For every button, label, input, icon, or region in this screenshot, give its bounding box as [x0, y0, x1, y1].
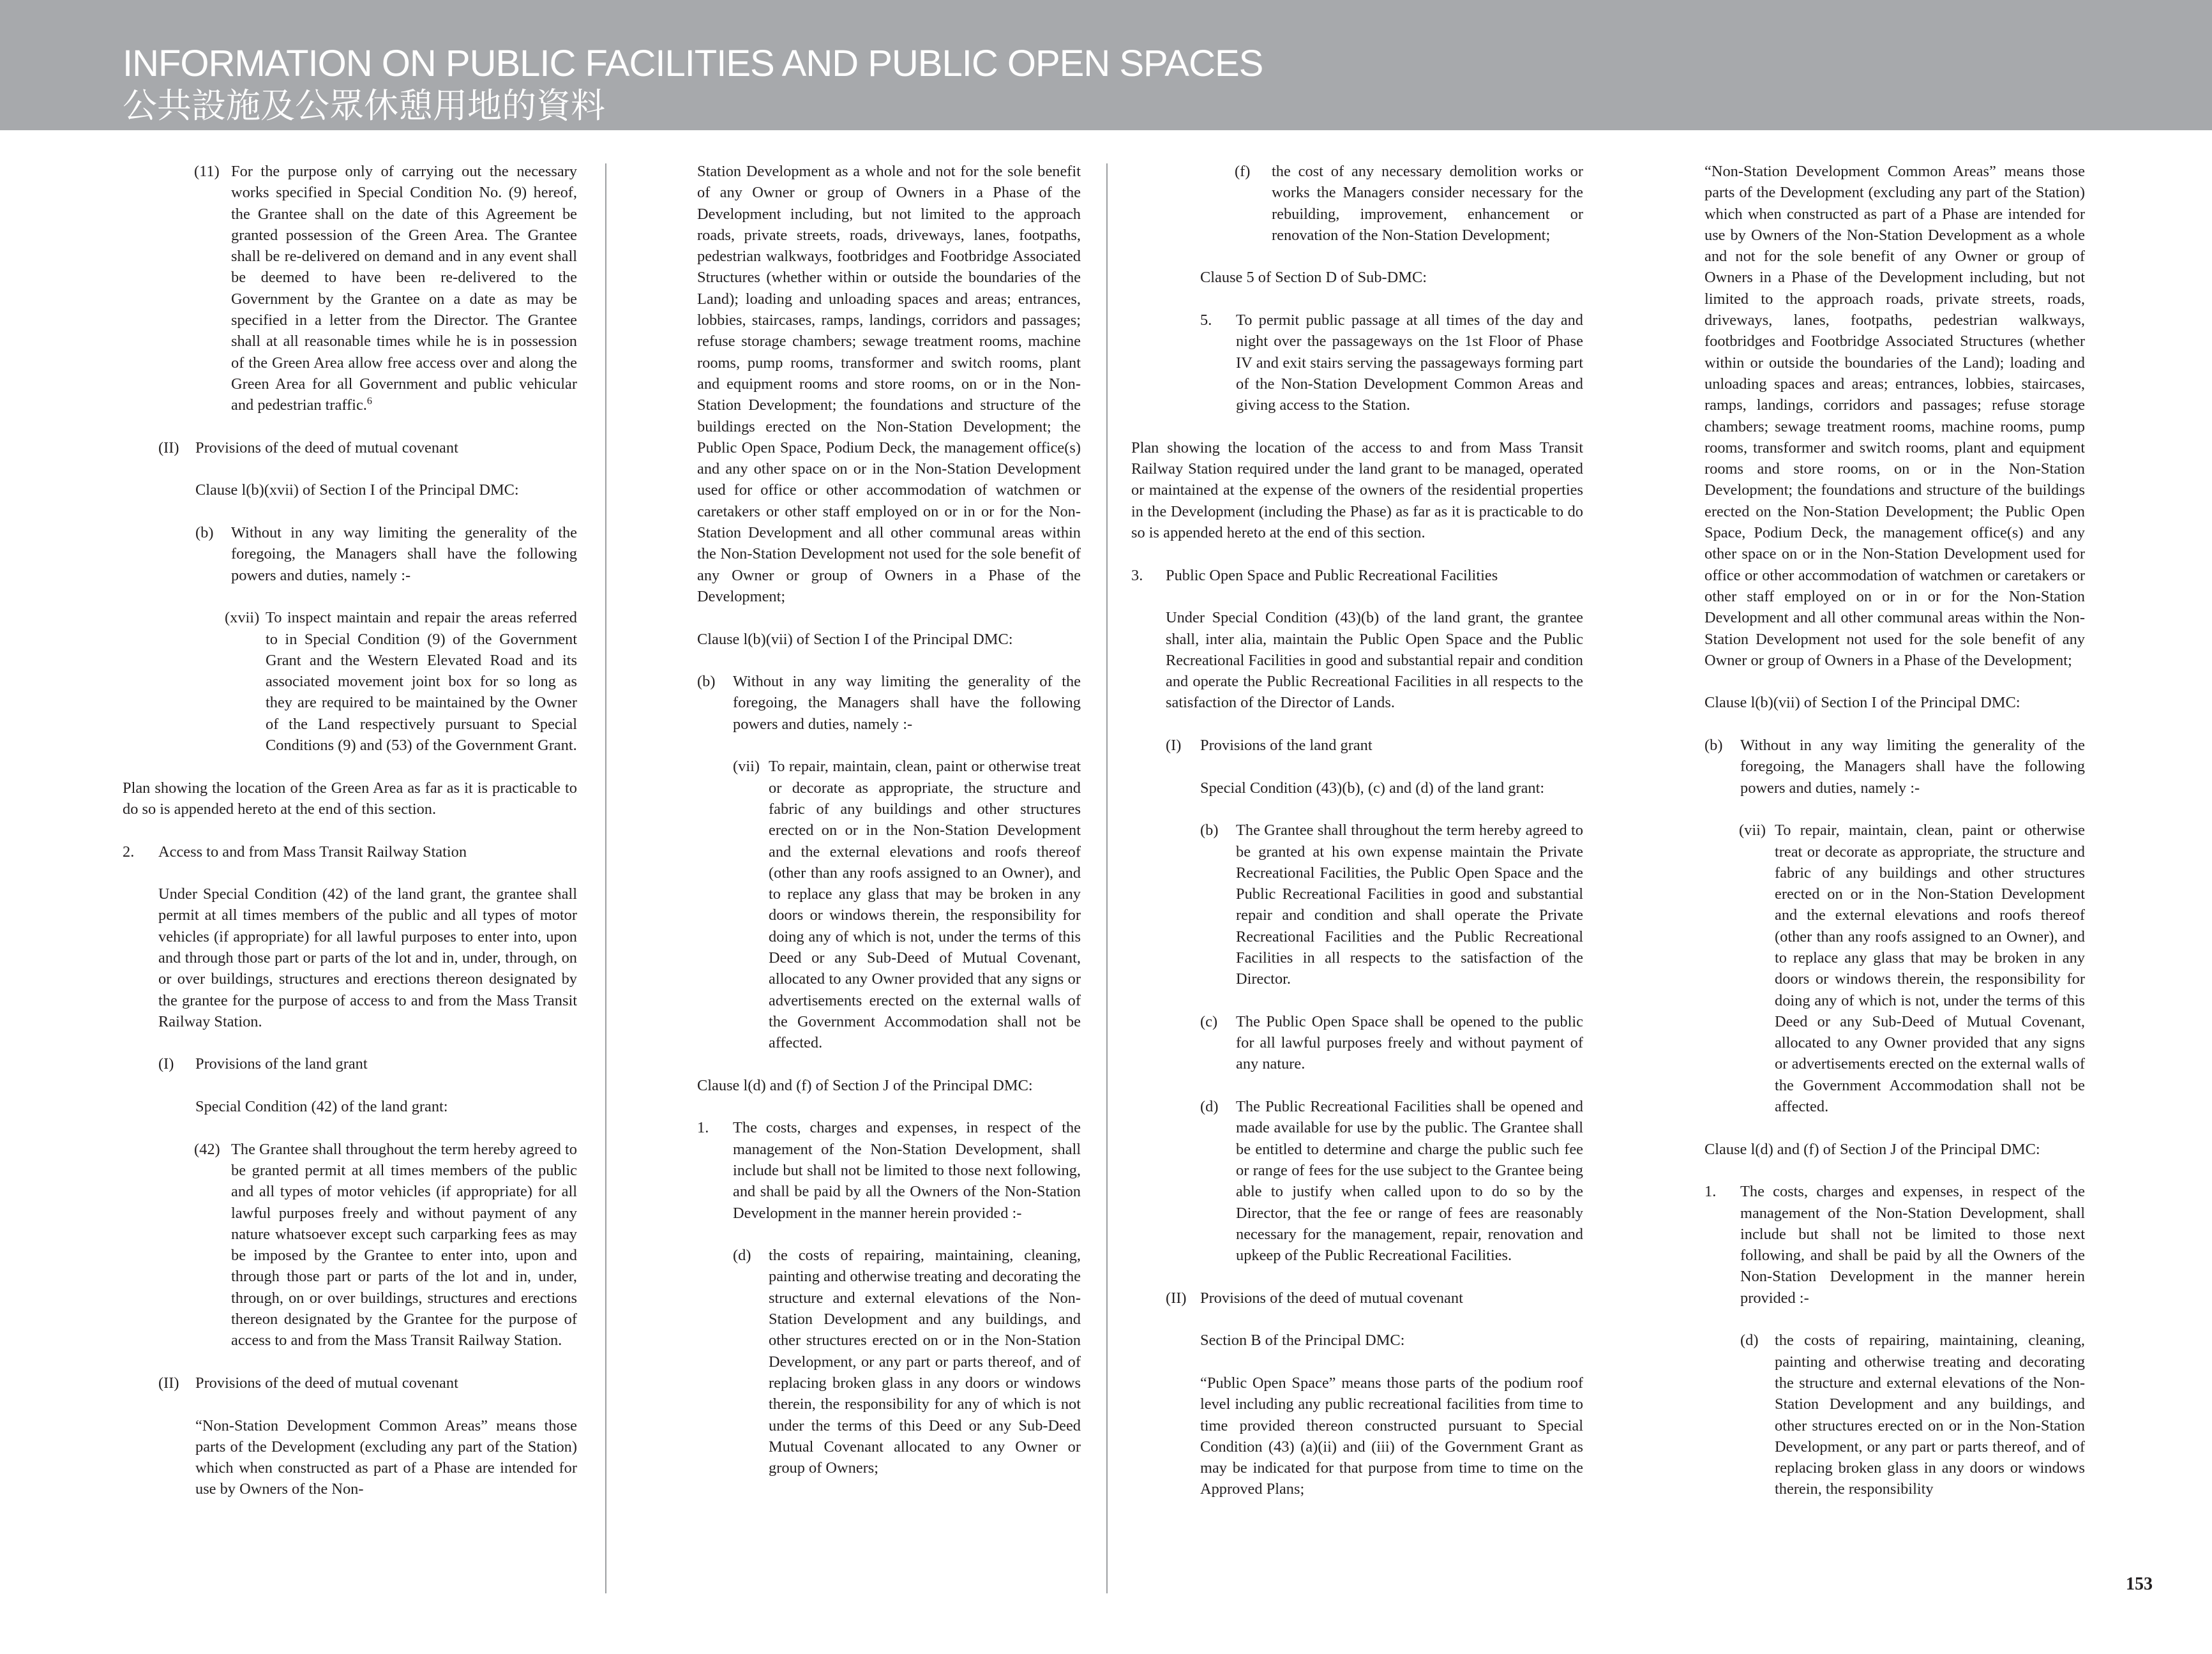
plan-note: Plan showing the location of the access to and from Mass Transit Railway Station required under the land grant to be managed, operated or maintained at the expense of the owners of the residential properties in the Development (including the Phase) as far as it is practicable to do so is appended hereto at the end of this section.	[1131, 439, 1583, 542]
page-title-en: INFORMATION ON PUBLIC FACILITIES AND PUBLIC OPEN SPACES	[123, 43, 1263, 84]
condition-d-text: The Public Recreational Facilities shall be opened and made available for use by the public. The Grantee shall be entitled to determine and charge the public such fee or range of fees for the use subject to the Grantee being able to justify when called upon to do so by the Director, that the fee or range of fees are reasonably necessary for the management, repair, renovation and upkeep of the Public Recreational Facilities.	[1236, 1098, 1583, 1265]
condition-d	[1131, 1096, 1583, 1266]
item-label: (d)	[733, 1247, 751, 1265]
section-3-heading	[1131, 565, 1583, 586]
item-f-text: the cost of any necessary demolition works or works the Managers consider necessary for the rebuilding, improvement, enhancement or renovation of the Non-Station Development;	[1272, 163, 1583, 244]
section-2-body: Under Special Condition (42) of the land grant, the grantee shall permit at all times members of the public and all types of motor vehicles (if appropriate) for all lawful purposes to enter into, upon and through those part or parts of the lot and in, under, through, on or over buildings, structures and erections thereon designated by the grantee for the purpose of access to and from the Mass Transit Railway Station.	[158, 885, 577, 1030]
item-label: (11)	[194, 163, 220, 180]
item-1	[1704, 1181, 2085, 1309]
item-label: (d)	[1200, 1098, 1219, 1116]
item-d-text: the costs of repairing, maintaining, cleaning, painting and otherwise treating and decorating the structure and external elevations of the Non-Station Development and any buildings, and other structures erected on or in the Non-Station Development, or any part or parts thereof, and of replacing broken glass in any doors or windows therein, the responsibility	[1775, 1332, 2085, 1498]
heading-text: Provisions of the land grant	[195, 1055, 368, 1073]
subsection-heading	[123, 1053, 577, 1074]
item-label: (II)	[158, 439, 179, 456]
section-title: Public Open Space and Public Recreational Facilities	[1166, 566, 1498, 584]
item-label: (xvii)	[225, 609, 260, 627]
condition-b	[1131, 820, 1583, 989]
section-2-heading	[123, 841, 577, 862]
clause-b	[697, 671, 1081, 735]
item-label: (vii)	[733, 758, 760, 776]
column-3	[1131, 161, 1583, 1500]
condition-b-text: The Grantee shall throughout the term hereby agreed to be granted at his own expense maintain the Private Recreational Facilities, the Public Open Space and the Public Recreational Facilities in good and substantial repair and condition and shall operate the Private Recreational Facilities and the Public Recreational Facilities in all respects to the satisfaction of the Director.	[1236, 822, 1583, 988]
definition-text: “Non-Station Development Common Areas” means those parts of the Development (excluding any part of the Station) which when constructed as part of a Phase are intended for use by Owners of the Non-	[195, 1417, 577, 1498]
column-divider	[605, 163, 606, 1593]
item-d	[1704, 1330, 2085, 1500]
column-1	[123, 161, 577, 1500]
item-label: (II)	[1166, 1289, 1187, 1307]
column-divider	[1106, 163, 1108, 1593]
subsection-heading	[123, 1372, 577, 1394]
item-label: (I)	[158, 1055, 174, 1073]
condition-c	[1131, 1011, 1583, 1075]
clause-b	[1704, 735, 2085, 799]
clause-xvii	[123, 607, 577, 756]
clause-ref: Clause l(b)(xvii) of Section I of the Principal DMC:	[195, 481, 519, 499]
plan-note: Plan showing the location of the Green Area as far as it is practicable to do so is appended hereto at the end of this section.	[123, 779, 577, 818]
page-title-zh: 公共設施及公眾休憩用地的資料	[123, 86, 605, 126]
footnote-marker: 6	[366, 396, 372, 407]
clause-ref: Section B of the Principal DMC:	[1200, 1332, 1405, 1350]
section-heading	[123, 437, 577, 458]
clause-b-text: Without in any way limiting the generality of the foregoing, the Managers shall have the following powers and duties, namely :-	[1740, 737, 2085, 797]
clause-ref: Special Condition (42) of the land grant:	[195, 1098, 448, 1116]
clause-ref: Clause 5 of Section D of Sub-DMC:	[1200, 269, 1427, 287]
section-number: 2.	[123, 843, 135, 861]
clause-ref: Clause l(d) and (f) of Section J of the Principal DMC:	[1704, 1140, 2040, 1158]
definition-text: “Public Open Space” means those parts of the podium roof level including any public recreational facilities from time to time provided thereon constructed pursuant to Special Condition (43) (a)(ii) and (iii) of the Government Grant as may be indicated for that purpose from time to time on the Approved Plans;	[1200, 1374, 1583, 1498]
page-number: 153	[2126, 1574, 2153, 1594]
item-1	[697, 1117, 1081, 1223]
section-number: 3.	[1131, 566, 1143, 584]
item-label: 1.	[697, 1119, 709, 1137]
column-2	[697, 161, 1081, 1478]
item-label: (d)	[1740, 1332, 1759, 1350]
item-label: 5.	[1200, 312, 1212, 329]
clause-b-text: Without in any way limiting the generality of the foregoing, the Managers shall have the following powers and duties, namely :-	[231, 524, 577, 584]
section-title: Access to and from Mass Transit Railway Station	[158, 843, 467, 861]
clause-ref: Clause l(d) and (f) of Section J of the Principal DMC:	[697, 1076, 1033, 1094]
condition-11	[123, 161, 577, 416]
item-label: (b)	[697, 673, 716, 691]
column-4	[1704, 161, 2085, 1500]
clause-b	[123, 522, 577, 586]
clause-xvii-text: To inspect maintain and repair the areas referred to in Special Condition (9) of the Government Grant and the Western Elevated Road and its associated movement joint box for so long as they are required to be maintained by the Owner of the Land respectively pursuant to Special Conditions (9) and (53) of the Government Grant.	[266, 609, 577, 755]
clause-vii-text: To repair, maintain, clean, paint or otherwise treat or decorate as appropriate, the structure and fabric of any buildings and other structures erected on or in the Non-Station Development and the external elevations and roofs thereof (other than any roofs assigned to an Owner), and to replace any glass that may be broken in any doors or windows therein, the responsibility for doing any of which is not, under the terms of this Deed or any Sub-Deed of Mutual Covenant, allocated to any Owner provided that any signs or advertisements erected on the external walls of the Government Accommodation shall not be affected.	[769, 758, 1081, 1052]
item-label: (42)	[194, 1140, 220, 1158]
condition-42	[123, 1139, 577, 1351]
definition-continued: Station Development as a whole and not for the sole benefit of any Owner or group of Owners in a Phase of the Development including, but not limited to the approach roads, private streets, roads, driveways, lanes, footpaths, pedestrian walkways, footbridges and Footbridge Associated Structures (whether within or outside the boundaries of the Land); loading and unloading spaces and areas; entrances, lobbies, staircases, ramps, landings, corridors and passages; refuse storage chambers; sewage treatment rooms, machine rooms, pump rooms, transformer and switch rooms, plant and equipment rooms and store rooms, on or in the Non-Station Development; the foundations and structure of the buildings erected on the Non-Station Development; the Public Open Space, Podium Deck, the management office(s) and any other space on or in the Non-Station Development used for office or other accommodation of watchmen or caretakers or other staff employed on or in or for the Non-Station Development and all other communal areas within the Non-Station Development not used for the sole benefit of any Owner or group of Owners in a Phase of the Development;	[697, 163, 1081, 605]
heading-text: Provisions of the land grant	[1200, 737, 1373, 755]
clause-ref: Special Condition (43)(b), (c) and (d) of the land grant:	[1200, 779, 1545, 797]
item-5-text: To permit public passage at all times of the day and night over the passageways on the 1st Floor of Phase IV and exit stairs serving the passageways forming part of the Non-Station Development Common Areas and giving access to the Station.	[1236, 312, 1583, 414]
section-3-body: Under Special Condition (43)(b) of the land grant, the grantee shall, inter alia, maintain the Public Open Space and the Public Recreational Facilities in good and substantial repair and condition and operate the Public Recreational Facilities in all respects to the satisfaction of the Director of Lands.	[1166, 609, 1583, 712]
subsection-heading	[1131, 735, 1583, 756]
heading-text: Provisions of the deed of mutual covenant	[1200, 1289, 1463, 1307]
clause-b-text: Without in any way limiting the generality of the foregoing, the Managers shall have the following powers and duties, namely :-	[733, 673, 1081, 733]
clause-ref: Clause l(b)(vii) of Section I of the Principal DMC:	[697, 630, 1013, 648]
item-label: (I)	[1166, 737, 1182, 755]
clause-vii	[697, 756, 1081, 1053]
item-1-text: The costs, charges and expenses, in respect of the management of the Non-Station Development, shall include but shall not be limited to those next following, and shall be paid by all the Owners of the Non-Station Development in the manner herein provided :-	[1740, 1183, 2085, 1307]
item-label: (c)	[1200, 1012, 1218, 1030]
subsection-heading	[1131, 1288, 1583, 1309]
heading-text: Provisions of the deed of mutual covenant	[195, 1374, 458, 1392]
item-f	[1131, 161, 1583, 246]
item-label: (vii)	[1739, 822, 1766, 839]
item-label: 1.	[1704, 1183, 1717, 1201]
item-d-text: the costs of repairing, maintaining, cleaning, painting and otherwise treating and decorating the structure and external elevations of the Non-Station Development and any buildings, and other structures erected on or in the Non-Station Development, or any part or parts thereof, and of replacing broken glass in any doors or windows therein, the responsibility for any of which is not under the terms of this Deed or any Sub-Deed Mutual Covenant allocated to any Owner or group of Owners;	[769, 1247, 1081, 1477]
clause-vii	[1704, 820, 2085, 1117]
item-label: (b)	[1200, 822, 1219, 839]
item-5	[1131, 310, 1583, 416]
item-d	[697, 1245, 1081, 1478]
item-1-text: The costs, charges and expenses, in respect of the management of the Non-Station Development, shall include but shall not be limited to those next following, and shall be paid by all the Owners of the Non-Station Development in the manner herein provided :-	[733, 1119, 1081, 1222]
item-label: (b)	[1704, 737, 1723, 755]
clause-ref: Clause l(b)(vii) of Section I of the Principal DMC:	[1704, 694, 2020, 712]
item-label: (II)	[158, 1374, 179, 1392]
item-label: (f)	[1235, 163, 1251, 180]
heading-text: Provisions of the deed of mutual covenant	[195, 439, 458, 456]
condition-42-text: The Grantee shall throughout the term hereby agreed to be granted permit at all times members of the public and all types of motor vehicles (if appropriate) for all lawful purposes freely and without payment of any nature whatsoever except such carparking fees as may be imposed by the Grantee to enter into, upon and through those part or parts of the lot and in, under, through, on or over buildings, structures and erections thereon designated by the Grantee for the purpose of access to and from the Mass Transit Railway Station.	[231, 1140, 577, 1350]
condition-11-text: For the purpose only of carrying out the necessary works specified in Special Condition No. (9) hereof, the Grantee shall on the date of this Agreement be granted possession of the Green Area. The Grantee shall be re-delivered on demand and in any event shall be deemed to have been re-delivered to the Government by the Grantee on a date as may be specified in a letter from the Director. The Grantee shall at all reasonable times while he is in possession of the Green Area allow free access over and along the Green Area for all Government and public vehicular and pedestrian traffic.	[231, 163, 577, 414]
item-label: (b)	[195, 524, 214, 542]
page-header	[0, 0, 2212, 130]
definition-text: “Non-Station Development Common Areas” means those parts of the Development (excluding any part of the Station) which when constructed as part of a Phase are intended for use by Owners of the Non-Station Development as a whole and not for the sole benefit of any Owner or group of Owners in a Phase of the Development including, but not limited to the approach roads, private streets, roads, driveways, lanes, footpaths, pedestrian walkways, footbridges and Footbridge Associated Structures (whether within or outside the boundaries of the Land); loading and unloading spaces and areas; entrances, lobbies, staircases, ramps, landings, corridors and passages; refuse storage chambers; sewage treatment rooms, machine rooms, pump rooms, transformer and switch rooms, plant and equipment rooms and store rooms, on or in the Non-Station Development; the foundations and structure of the buildings erected on the Non-Station Development; the Public Open Space, Podium Deck, the management office(s) and any other space on or in the Non-Station Development used for office or other accommodation of watchmen or caretakers or other staff employed on or in or for the Non-Station Development and all other communal areas within the Non-Station Development not used for the sole benefit of any Owner or group of Owners in a Phase of the Development;	[1704, 163, 2085, 669]
clause-vii-text: To repair, maintain, clean, paint or otherwise treat or decorate as appropriate, the structure and fabric of any buildings and other structures erected on or in the Non-Station Development and the external elevations and roofs thereof (other than any roofs assigned to an Owner), and to replace any glass that may be broken in any doors or windows therein, the responsibility for doing any of which is not, under the terms of this Deed or any Sub-Deed of Mutual Covenant, allocated to any Owner provided that any signs or advertisements erected on the external walls of the Government Accommodation shall not be affected.	[1775, 822, 2085, 1116]
condition-c-text: The Public Open Space shall be opened to the public for all lawful purposes freely and without payment of any nature.	[1236, 1012, 1583, 1073]
